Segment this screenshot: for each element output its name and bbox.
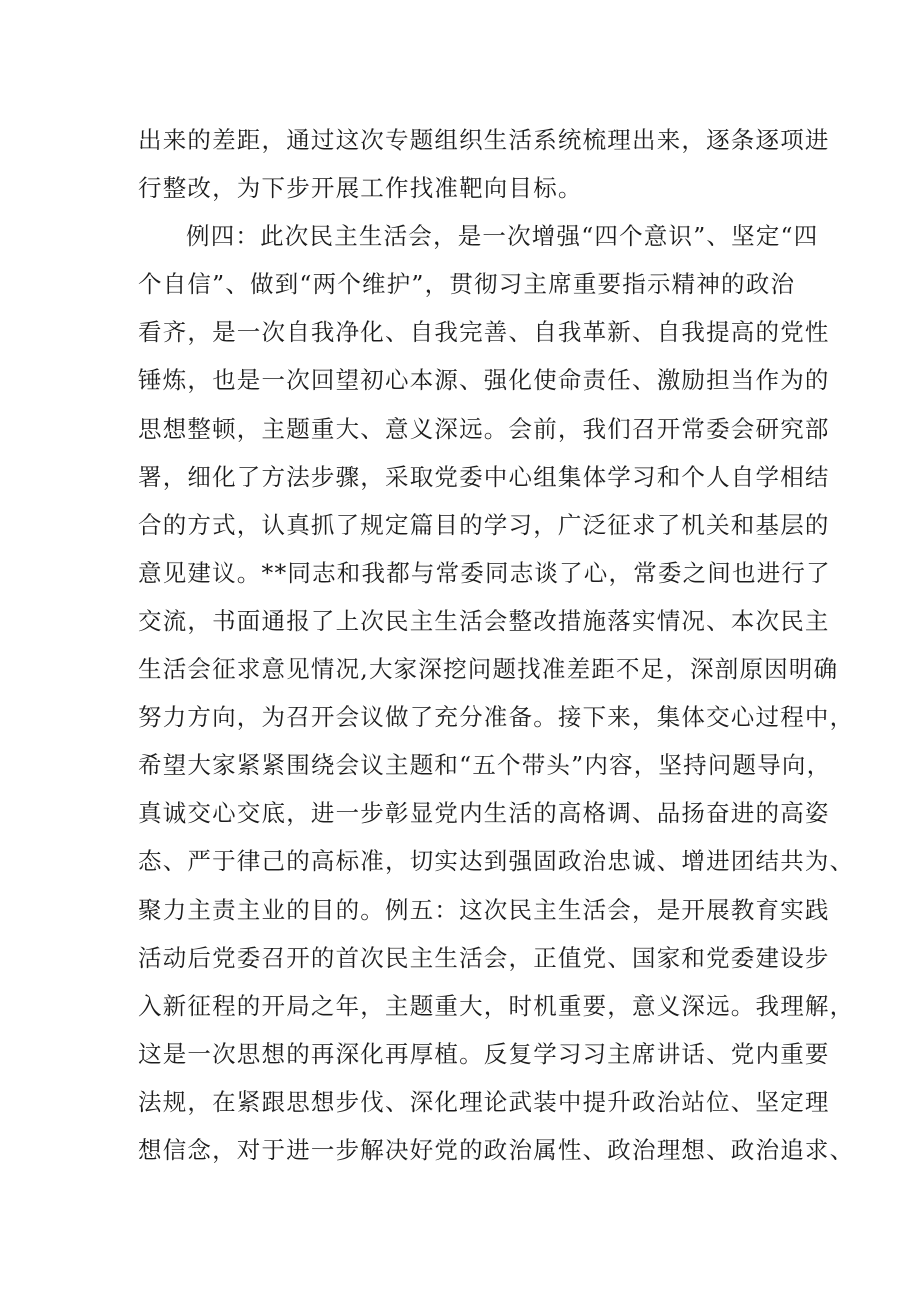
text-line: 这是一次思想的再深化再厚植。反复学习习主席讲话、党内重要 bbox=[138, 1039, 830, 1068]
text-line: 法规，在紧跟思想步伐、深化理论武装中提升政治站位、坚定理 bbox=[138, 1087, 830, 1116]
text-line: 生活会征求意见情况,大家深挖问题找准差距不足，深剖原因明确 bbox=[138, 655, 839, 684]
text-line: 合的方式，认真抓了规定篇目的学习，广泛征求了机关和基层的 bbox=[138, 510, 830, 539]
paragraph-start-line: 例四：此次民主生活会，是一次增强“四个意识”、坚定“四 bbox=[186, 222, 819, 251]
text-line: 入新征程的开局之年，主题重大，时机重要，意义深远。我理解， bbox=[138, 991, 855, 1020]
text-line: 态、严于律己的高标准，切实达到强固政治忠诚、增进团结共为、 bbox=[138, 847, 855, 876]
text-line: 真诚交心交底，进一步彰显党内生活的高格调、品扬奋进的高姿 bbox=[138, 799, 830, 828]
text-line: 思想整顿，主题重大、意义深远。会前，我们召开常委会研究部 bbox=[138, 414, 830, 443]
text-line: 出来的差距，通过这次专题组织生活系统梳理出来，逐条逐项进 bbox=[138, 126, 830, 154]
text-line: 交流，书面通报了上次民主生活会整改措施落实情况、本次民主 bbox=[138, 606, 830, 635]
text-line: 锤炼，也是一次回望初心本源、强化使命责任、激励担当作为的 bbox=[138, 366, 830, 395]
text-line: 署，细化了方法步骤，采取党委中心组集体学习和个人自学相结 bbox=[138, 462, 830, 491]
text-line: 想信念，对于进一步解决好党的政治属性、政治理想、政治追求、 bbox=[138, 1135, 855, 1164]
body-text bbox=[138, 116, 855, 1174]
text-line: 希望大家紧紧围绕会议主题和“五个带头”内容，坚持问题导向， bbox=[138, 751, 832, 780]
text-line: 意见建议。**同志和我都与常委同志谈了心，常委之间也进行了 bbox=[138, 558, 831, 587]
text-line: 行整改，为下步开展工作找准靶向目标。 bbox=[138, 174, 583, 203]
text-line: 聚力主责主业的目的。例五：这次民主生活会，是开展教育实践 bbox=[138, 895, 830, 924]
text-line: 活动后党委召开的首次民主生活会，正值党、国家和党委建设步 bbox=[138, 943, 830, 972]
text-line: 看齐，是一次自我净化、自我完善、自我革新、自我提高的党性 bbox=[138, 318, 830, 347]
text-line: 个自信”、做到“两个维护”，贯彻习主席重要指示精神的政治 bbox=[138, 270, 796, 299]
text-line: 努力方向，为召开会议做了充分准备。接下来，集体交心过程中， bbox=[138, 703, 855, 732]
